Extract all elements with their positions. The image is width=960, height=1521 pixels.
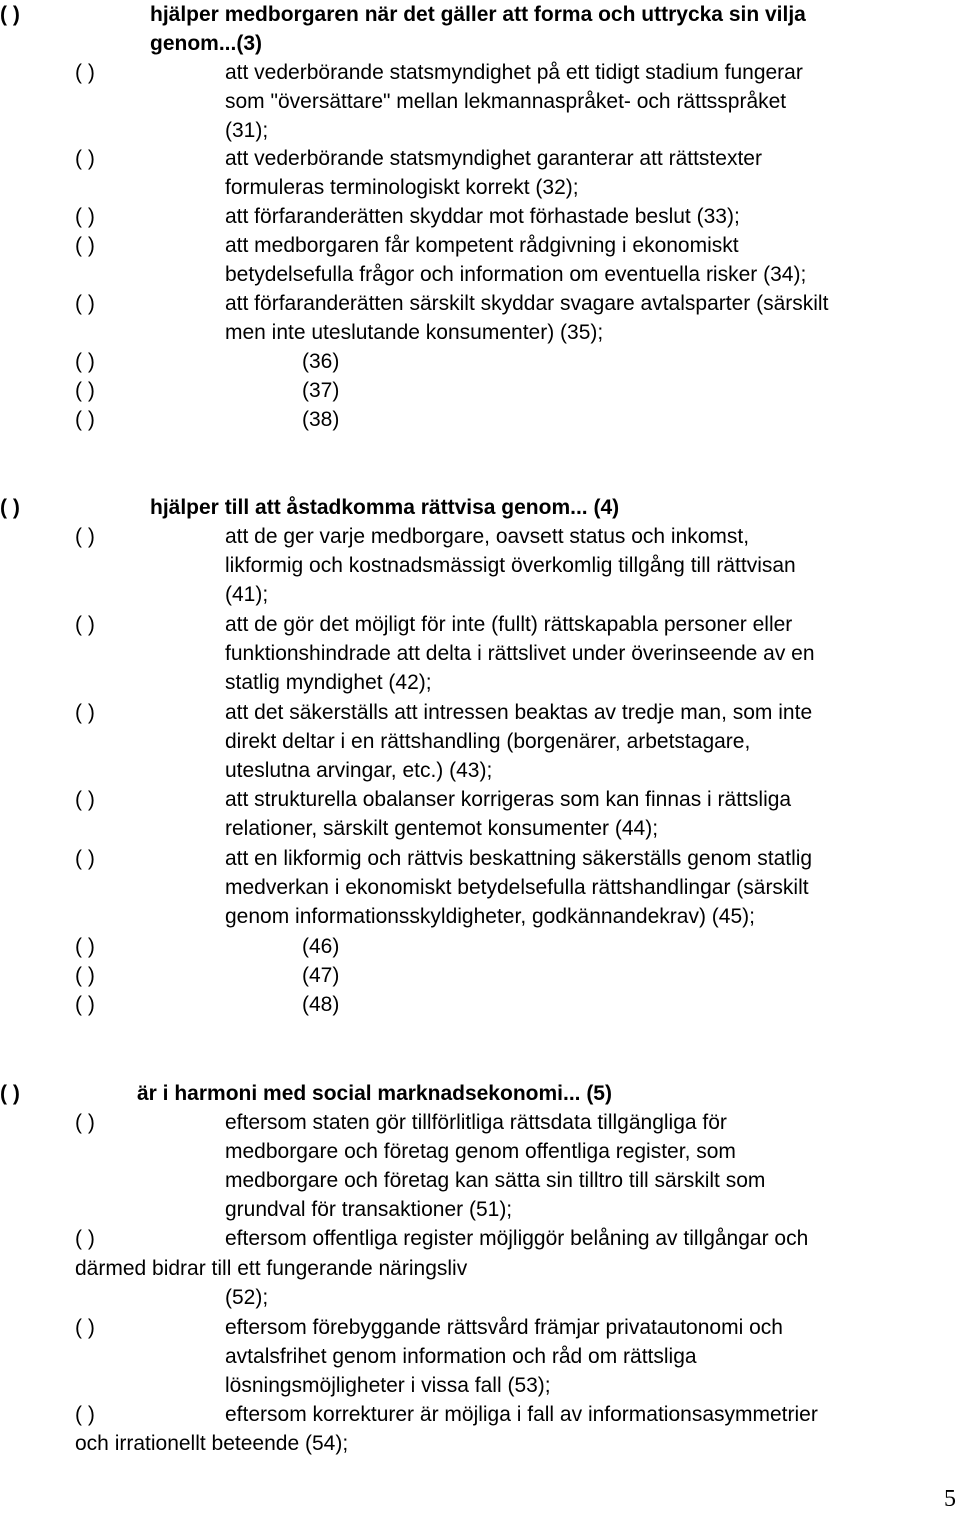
item-51-line-3: medborgare och företag kan sätta sin tilltro till särskilt som bbox=[225, 1169, 766, 1192]
item-54-checkbox: ( ) bbox=[75, 1403, 95, 1426]
item-53-checkbox: ( ) bbox=[75, 1316, 95, 1339]
item-33-line-1: att förfaranderätten skyddar mot förhastade beslut (33); bbox=[225, 205, 740, 228]
section-1-heading-cont: genom...(3) bbox=[150, 32, 263, 55]
item-31-line-3: (31); bbox=[225, 119, 269, 142]
item-34-checkbox: ( ) bbox=[75, 234, 95, 257]
item-46-label: (46) bbox=[302, 935, 340, 958]
item-32-line-1: att vederbörande statsmyndighet garanterar att rättstexter bbox=[225, 147, 762, 170]
item-34-line-1: att medborgaren får kompetent rådgivning i ekonomiskt bbox=[225, 234, 739, 257]
item-36-label: (36) bbox=[302, 350, 340, 373]
item-53-line-2: avtalsfrihet genom information och råd om rättsliga bbox=[225, 1345, 697, 1368]
item-41-line-3: (41); bbox=[225, 583, 269, 606]
item-51-checkbox: ( ) bbox=[75, 1111, 95, 1134]
item-43-checkbox: ( ) bbox=[75, 701, 95, 724]
item-52-line-2: därmed bidrar till ett fungerande näringsliv bbox=[75, 1257, 468, 1280]
item-35-line-1: att förfaranderätten särskilt skyddar svagare avtalsparter (särskilt bbox=[225, 292, 829, 315]
item-44-line-1: att strukturella obalanser korrigeras som kan finnas i rättsliga bbox=[225, 788, 792, 811]
section-1-checkbox: ( ) bbox=[0, 3, 20, 26]
item-43-line-2: direkt deltar i en rättshandling (borgenärer, arbetstagare, bbox=[225, 730, 751, 753]
item-41-line-1: att de ger varje medborgare, oavsett status och inkomst, bbox=[225, 525, 750, 548]
page-number: 5 bbox=[944, 1486, 956, 1512]
item-47-label: (47) bbox=[302, 964, 340, 987]
item-53-line-3: lösningsmöjligheter i vissa fall (53); bbox=[225, 1374, 551, 1397]
item-54-line-1: eftersom korrekturer är möjliga i fall av informationsasymmetrier bbox=[225, 1403, 818, 1426]
section-3-checkbox: ( ) bbox=[0, 1082, 20, 1105]
item-35-line-2: men inte uteslutande konsumenter) (35); bbox=[225, 321, 604, 344]
item-33-checkbox: ( ) bbox=[75, 205, 95, 228]
item-41-line-2: likformig och kostnadsmässigt överkomlig tillgång till rättvisan bbox=[225, 554, 796, 577]
item-42-line-2: funktionshindrade att delta i rättslivet under överinseende av en bbox=[225, 642, 815, 665]
item-46-checkbox: ( ) bbox=[75, 935, 95, 958]
item-41-checkbox: ( ) bbox=[75, 525, 95, 548]
item-52-line-3: (52); bbox=[225, 1286, 269, 1309]
item-34-line-2: betydelsefulla frågor och information om eventuella risker (34); bbox=[225, 263, 807, 286]
section-3-heading: är i harmoni med social marknadsekonomi... (5) bbox=[137, 1082, 612, 1105]
item-31-line-2: som "översättare" mellan lekmannaspråket- och rättsspråket bbox=[225, 90, 787, 113]
item-47-checkbox: ( ) bbox=[75, 964, 95, 987]
item-38-checkbox: ( ) bbox=[75, 408, 95, 431]
item-32-checkbox: ( ) bbox=[75, 147, 95, 170]
item-31-checkbox: ( ) bbox=[75, 61, 95, 84]
item-31-line-1: att vederbörande statsmyndighet på ett tidigt stadium fungerar bbox=[225, 61, 803, 84]
item-44-checkbox: ( ) bbox=[75, 788, 95, 811]
item-48-label: (48) bbox=[302, 993, 340, 1016]
item-42-line-3: statlig myndighet (42); bbox=[225, 671, 432, 694]
item-32-line-2: formuleras terminologiskt korrekt (32); bbox=[225, 176, 579, 199]
section-1-heading: hjälper medborgaren när det gäller att forma och uttrycka sin vilja bbox=[150, 3, 806, 26]
item-36-checkbox: ( ) bbox=[75, 350, 95, 373]
item-42-line-1: att de gör det möjligt för inte (fullt) rättskapabla personer eller bbox=[225, 613, 793, 636]
item-35-checkbox: ( ) bbox=[75, 292, 95, 315]
item-43-line-3: uteslutna arvingar, etc.) (43); bbox=[225, 759, 493, 782]
item-48-checkbox: ( ) bbox=[75, 993, 95, 1016]
item-51-line-4: grundval för transaktioner (51); bbox=[225, 1198, 513, 1221]
item-45-line-3: genom informationsskyldigheter, godkännandekrav) (45); bbox=[225, 905, 755, 928]
item-45-line-2: medverkan i ekonomiskt betydelsefulla rättshandlingar (särskilt bbox=[225, 876, 809, 899]
item-54-line-2: och irrationellt beteende (54); bbox=[75, 1432, 349, 1455]
section-2-heading: hjälper till att åstadkomma rättvisa genom... (4) bbox=[150, 496, 620, 519]
item-53-line-1: eftersom förebyggande rättsvård främjar privatautonomi och bbox=[225, 1316, 783, 1339]
item-51-line-1: eftersom staten gör tillförlitliga rättsdata tillgängliga för bbox=[225, 1111, 727, 1134]
item-51-line-2: medborgare och företag genom offentliga register, som bbox=[225, 1140, 736, 1163]
section-2-checkbox: ( ) bbox=[0, 496, 20, 519]
item-37-checkbox: ( ) bbox=[75, 379, 95, 402]
item-37-label: (37) bbox=[302, 379, 340, 402]
item-44-line-2: relationer, särskilt gentemot konsumenter (44); bbox=[225, 817, 659, 840]
item-45-checkbox: ( ) bbox=[75, 847, 95, 870]
item-42-checkbox: ( ) bbox=[75, 613, 95, 636]
item-52-line-1: eftersom offentliga register möjliggör belåning av tillgångar och bbox=[225, 1227, 809, 1250]
item-45-line-1: att en likformig och rättvis beskattning säkerställs genom statlig bbox=[225, 847, 813, 870]
item-43-line-1: att det säkerställs att intressen beaktas av tredje man, som inte bbox=[225, 701, 813, 724]
item-52-checkbox: ( ) bbox=[75, 1227, 95, 1250]
item-38-label: (38) bbox=[302, 408, 340, 431]
